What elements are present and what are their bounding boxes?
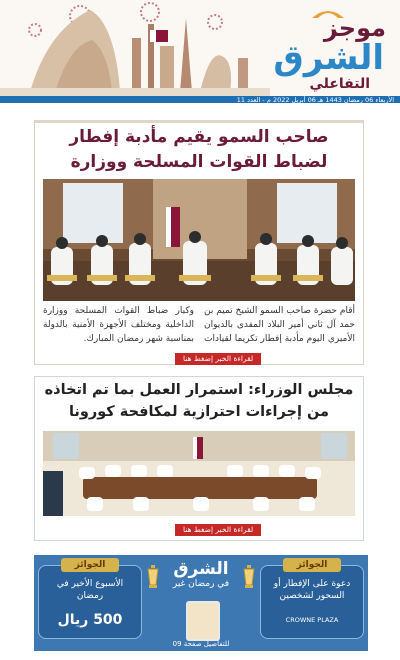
banner-details-link[interactable]: للتفاصيل صفحة 09 <box>172 640 230 648</box>
ramadan-contest-banner[interactable] <box>34 555 368 651</box>
dateline-bar: الأربعاء 06 رمضان 1443 هـ 06 أبريل 2022 م - العدد 11 <box>0 96 400 103</box>
article-headline[interactable]: مجلس الوزراء: استمرار العمل بما تم اتخاذه من إجراءات احترازية لمكافحة كورونا <box>44 382 354 420</box>
logo-word-alsharq: الشرق <box>273 38 384 78</box>
article-headline[interactable]: صاحب السمو يقيم مأدبة إفطار لضباط القوات المسلحة ووزارة <box>69 127 329 172</box>
news-card-emir-iftar <box>34 120 364 365</box>
phone-illustration <box>186 601 220 641</box>
prize-panel-weekly <box>38 560 142 639</box>
news-card-cabinet <box>34 376 364 541</box>
prize-description: الأسبوع الأخير في رمضان <box>56 579 124 601</box>
banner-tagline: في رمضان غير <box>172 579 230 589</box>
article-photo-iftar[interactable] <box>43 179 355 301</box>
prizes-tag: الجوائز <box>283 558 341 572</box>
cabinet-photo-illustration <box>43 431 355 516</box>
masthead <box>0 0 400 103</box>
prize-panel-iftar <box>260 560 364 639</box>
iftar-photo-illustration <box>43 179 355 301</box>
prize-amount: 500 ريال <box>57 612 123 628</box>
logo-word-mojaz: موجز <box>323 14 386 42</box>
prize-description: دعوة على الإفطار أو السحور لشخصين <box>273 579 351 601</box>
banner-logo: الشرق <box>173 559 229 579</box>
article-photo-cabinet[interactable] <box>43 431 355 516</box>
site-logo[interactable] <box>262 6 392 92</box>
prizes-tag: الجوائز <box>61 558 119 572</box>
ramadan-skyline-illustration <box>0 0 270 96</box>
read-more-button[interactable]: لقراءة الخبر إضغط هنا <box>175 353 261 365</box>
hotel-logo: CROWNE PLAZA <box>285 616 339 624</box>
read-more-button[interactable]: لقراءة الخبر إضغط هنا <box>175 524 261 536</box>
logo-word-interactive: التفاعلي <box>309 76 370 92</box>
banner-center <box>146 555 256 651</box>
article-summary: أقام حضرة صاحب السمو الشيخ تميم بن حمد آل ثاني أمير البلاد المفدى بالديوان الأميري اليوم مأدبة إفطار تكريما لقيادات وكبار ضباط القوات المسلحة ووزارة الداخلية ومختلف الأجهزة الأمنية بالدولة بمناسبة شهر رمضان المبارك. <box>43 306 355 344</box>
